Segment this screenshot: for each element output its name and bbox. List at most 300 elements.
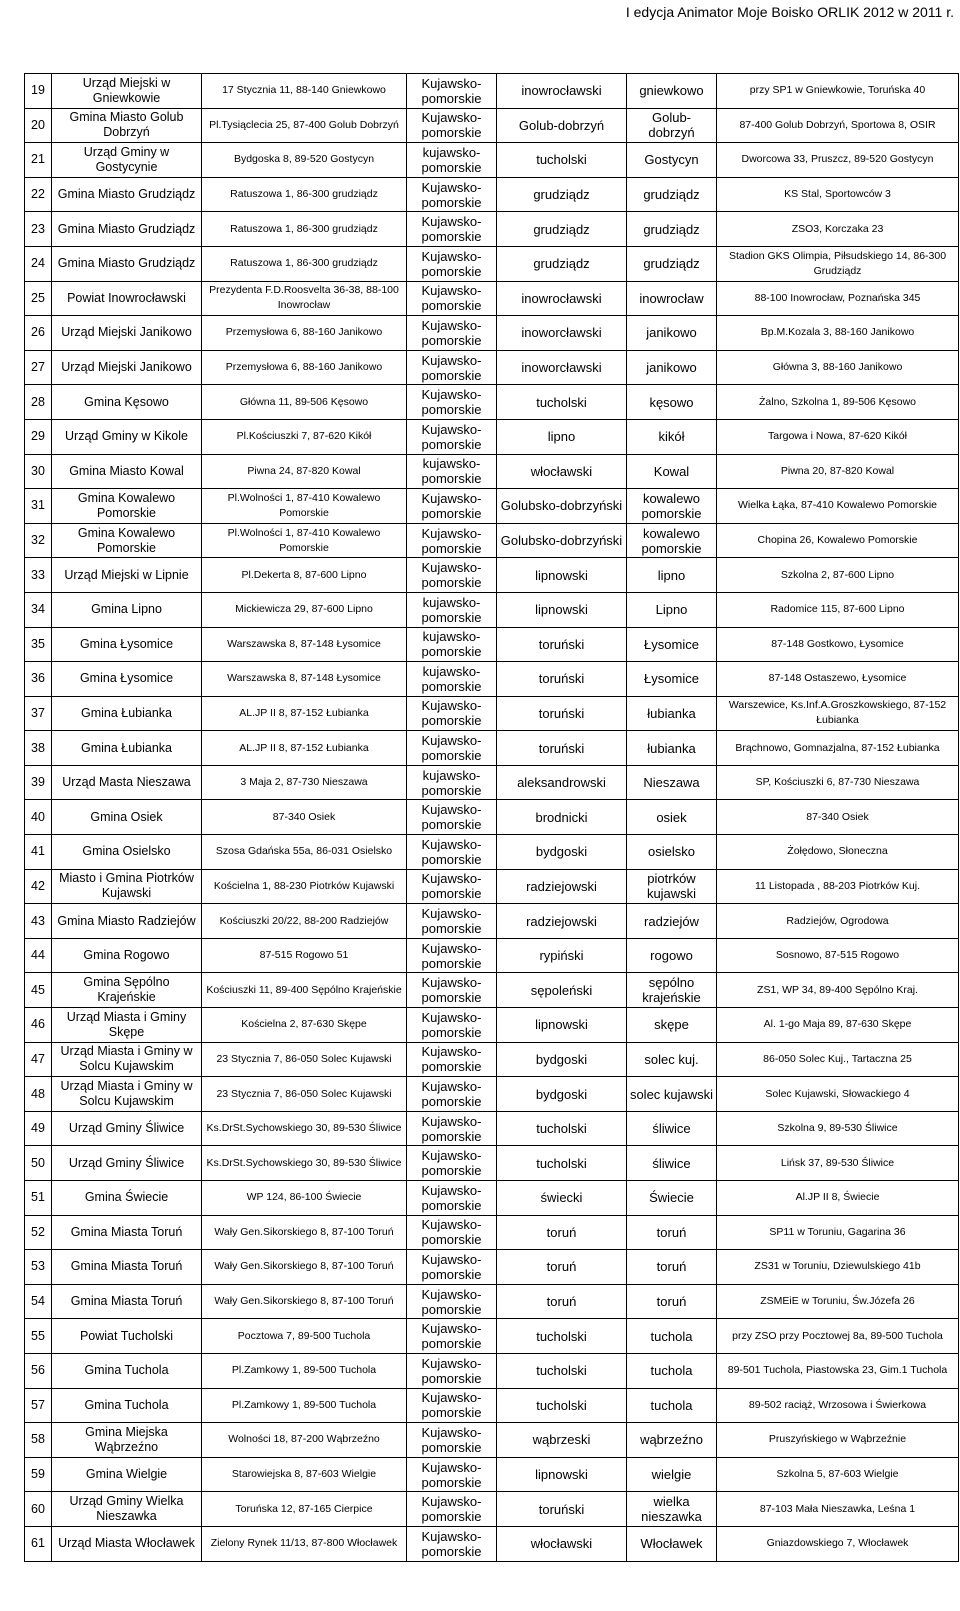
- commune-cell: solec kuj.: [627, 1042, 717, 1077]
- voivodeship-cell: Kujawsko-pomorskie: [407, 1423, 497, 1458]
- pitch-location-cell: ZSMEiE w Toruniu, Św.Józefa 26: [717, 1284, 959, 1319]
- pitch-location-cell: przy ZSO przy Pocztowej 8a, 89-500 Tuchola: [717, 1319, 959, 1354]
- page-header: I edycja Animator Moje Boisko ORLIK 2012 w 2011 r.: [625, 4, 954, 20]
- voivodeship-cell: kujawsko-pomorskie: [407, 592, 497, 627]
- pitch-location-cell: Lińsk 37, 89-530 Śliwice: [717, 1146, 959, 1181]
- pitch-location-cell: Dworcowa 33, Pruszcz, 89-520 Gostycyn: [717, 143, 959, 178]
- applicant-name-cell: Urząd Miasta i Gminy w Solcu Kujawskim: [52, 1042, 202, 1077]
- pitch-location-cell: Solec Kujawski, Słowackiego 4: [717, 1077, 959, 1112]
- pitch-location-cell: Sosnowo, 87-515 Rogowo: [717, 938, 959, 973]
- applicant-name-cell: Powiat Inowrocławski: [52, 281, 202, 316]
- table-row: [25, 835, 959, 870]
- applicant-name-cell: Gmina Miasto Grudziądz: [52, 177, 202, 212]
- commune-cell: tuchola: [627, 1353, 717, 1388]
- county-cell: lipnowski: [497, 558, 627, 593]
- pitch-location-cell: 11 Listopada , 88-203 Piotrków Kuj.: [717, 869, 959, 904]
- county-cell: tucholski: [497, 1146, 627, 1181]
- applicant-address-cell: Wały Gen.Sikorskiego 8, 87-100 Toruń: [202, 1215, 407, 1250]
- county-cell: rypiński: [497, 938, 627, 973]
- county-cell: bydgoski: [497, 1077, 627, 1112]
- commune-cell: Nieszawa: [627, 765, 717, 800]
- voivodeship-cell: Kujawsko-pomorskie: [407, 973, 497, 1008]
- pitch-location-cell: Pruszyńskiego w Wąbrzeźnie: [717, 1423, 959, 1458]
- table-row: [25, 1388, 959, 1423]
- applicant-address-cell: 23 Stycznia 7, 86-050 Solec Kujawski: [202, 1077, 407, 1112]
- row-number-cell: 39: [25, 765, 52, 800]
- voivodeship-cell: Kujawsko-pomorskie: [407, 800, 497, 835]
- row-number-cell: 46: [25, 1008, 52, 1043]
- pitch-location-cell: ZSO3, Korczaka 23: [717, 212, 959, 247]
- voivodeship-cell: Kujawsko-pomorskie: [407, 1353, 497, 1388]
- applicant-address-cell: Warszawska 8, 87-148 Łysomice: [202, 627, 407, 662]
- commune-cell: Lipno: [627, 592, 717, 627]
- voivodeship-cell: Kujawsko-pomorskie: [407, 1319, 497, 1354]
- row-number-cell: 40: [25, 800, 52, 835]
- voivodeship-cell: kujawsko-pomorskie: [407, 454, 497, 489]
- county-cell: aleksandrowski: [497, 765, 627, 800]
- commune-cell: Gostycyn: [627, 143, 717, 178]
- commune-cell: kęsowo: [627, 385, 717, 420]
- row-number-cell: 37: [25, 696, 52, 731]
- applicant-name-cell: Urząd Miejski Janikowo: [52, 350, 202, 385]
- voivodeship-cell: Kujawsko-pomorskie: [407, 316, 497, 351]
- row-number-cell: 35: [25, 627, 52, 662]
- table-row: [25, 385, 959, 420]
- county-cell: toruń: [497, 1284, 627, 1319]
- applicant-name-cell: Gmina Łubianka: [52, 731, 202, 766]
- voivodeship-cell: Kujawsko-pomorskie: [407, 246, 497, 281]
- county-cell: bydgoski: [497, 835, 627, 870]
- row-number-cell: 23: [25, 212, 52, 247]
- row-number-cell: 24: [25, 246, 52, 281]
- county-cell: grudziądz: [497, 212, 627, 247]
- table-row: [25, 281, 959, 316]
- voivodeship-cell: Kujawsko-pomorskie: [407, 696, 497, 731]
- applicant-name-cell: Gmina Wielgie: [52, 1457, 202, 1492]
- pitch-location-cell: Szkolna 2, 87-600 Lipno: [717, 558, 959, 593]
- applicant-name-cell: Urząd Miasta i Gminy Skępe: [52, 1008, 202, 1043]
- table-row: [25, 74, 959, 109]
- table-row: [25, 1146, 959, 1181]
- applicant-address-cell: 17 Stycznia 11, 88-140 Gniewkowo: [202, 74, 407, 109]
- voivodeship-cell: Kujawsko-pomorskie: [407, 835, 497, 870]
- commune-cell: wielka nieszawka: [627, 1492, 717, 1527]
- applicant-name-cell: Gmina Łubianka: [52, 696, 202, 731]
- applicant-address-cell: Wały Gen.Sikorskiego 8, 87-100 Toruń: [202, 1250, 407, 1285]
- row-number-cell: 26: [25, 316, 52, 351]
- facilities-table: [24, 73, 959, 1562]
- table-row: [25, 454, 959, 489]
- table-row: [25, 523, 959, 558]
- commune-cell: toruń: [627, 1215, 717, 1250]
- table-row: [25, 1042, 959, 1077]
- applicant-name-cell: Gmina Świecie: [52, 1181, 202, 1216]
- applicant-name-cell: Gmina Tuchola: [52, 1388, 202, 1423]
- county-cell: włocławski: [497, 454, 627, 489]
- applicant-name-cell: Gmina Kowalewo Pomorskie: [52, 523, 202, 558]
- applicant-address-cell: Pl.Wolności 1, 87-410 Kowalewo Pomorskie: [202, 523, 407, 558]
- table-row: [25, 316, 959, 351]
- row-number-cell: 56: [25, 1353, 52, 1388]
- county-cell: grudziądz: [497, 246, 627, 281]
- commune-cell: wąbrzeźno: [627, 1423, 717, 1458]
- row-number-cell: 44: [25, 938, 52, 973]
- pitch-location-cell: 87-148 Gostkowo, Łysomice: [717, 627, 959, 662]
- voivodeship-cell: Kujawsko-pomorskie: [407, 1181, 497, 1216]
- voivodeship-cell: Kujawsko-pomorskie: [407, 1146, 497, 1181]
- row-number-cell: 30: [25, 454, 52, 489]
- table-row: [25, 592, 959, 627]
- applicant-address-cell: Ratuszowa 1, 86-300 grudziądz: [202, 212, 407, 247]
- applicant-address-cell: 3 Maja 2, 87-730 Nieszawa: [202, 765, 407, 800]
- row-number-cell: 27: [25, 350, 52, 385]
- row-number-cell: 52: [25, 1215, 52, 1250]
- row-number-cell: 61: [25, 1526, 52, 1561]
- pitch-location-cell: 87-148 Ostaszewo, Łysomice: [717, 662, 959, 697]
- commune-cell: Golub-dobrzyń: [627, 108, 717, 143]
- pitch-location-cell: Warszewice, Ks.Inf.A.Groszkowskiego, 87-152 Łubianka: [717, 696, 959, 731]
- county-cell: brodnicki: [497, 800, 627, 835]
- applicant-address-cell: Wały Gen.Sikorskiego 8, 87-100 Toruń: [202, 1284, 407, 1319]
- applicant-address-cell: Starowiejska 8, 87-603 Wielgie: [202, 1457, 407, 1492]
- voivodeship-cell: kujawsko-pomorskie: [407, 765, 497, 800]
- commune-cell: łubianka: [627, 731, 717, 766]
- commune-cell: janikowo: [627, 316, 717, 351]
- row-number-cell: 41: [25, 835, 52, 870]
- commune-cell: Świecie: [627, 1181, 717, 1216]
- pitch-location-cell: 87-340 Osiek: [717, 800, 959, 835]
- applicant-name-cell: Urząd Gminy w Gostycynie: [52, 143, 202, 178]
- pitch-location-cell: Żalno, Szkolna 1, 89-506 Kęsowo: [717, 385, 959, 420]
- commune-cell: Włocławek: [627, 1526, 717, 1561]
- applicant-address-cell: Kościuszki 20/22, 88-200 Radziejów: [202, 904, 407, 939]
- voivodeship-cell: Kujawsko-pomorskie: [407, 281, 497, 316]
- applicant-name-cell: Gmina Osiek: [52, 800, 202, 835]
- applicant-name-cell: Urząd Gminy Wielka Nieszawka: [52, 1492, 202, 1527]
- applicant-address-cell: Pl.Dekerta 8, 87-600 Lipno: [202, 558, 407, 593]
- voivodeship-cell: Kujawsko-pomorskie: [407, 523, 497, 558]
- pitch-location-cell: Radomice 115, 87-600 Lipno: [717, 592, 959, 627]
- county-cell: Golub-dobrzyń: [497, 108, 627, 143]
- pitch-location-cell: Radziejów, Ogrodowa: [717, 904, 959, 939]
- applicant-address-cell: Prezydenta F.D.Roosvelta 36-38, 88-100 Inowrocław: [202, 281, 407, 316]
- commune-cell: toruń: [627, 1284, 717, 1319]
- applicant-name-cell: Urząd Miasta i Gminy w Solcu Kujawskim: [52, 1077, 202, 1112]
- voivodeship-cell: kujawsko-pomorskie: [407, 143, 497, 178]
- table-row: [25, 765, 959, 800]
- table-row: [25, 1215, 959, 1250]
- table-row: [25, 1319, 959, 1354]
- pitch-location-cell: Al. 1-go Maja 89, 87-630 Skępe: [717, 1008, 959, 1043]
- applicant-name-cell: Gmina Miasto Grudziądz: [52, 246, 202, 281]
- pitch-location-cell: Brąchnowo, Gomnazjalna, 87-152 Łubianka: [717, 731, 959, 766]
- commune-cell: kowalewo pomorskie: [627, 489, 717, 524]
- row-number-cell: 38: [25, 731, 52, 766]
- county-cell: toruń: [497, 1250, 627, 1285]
- table-row: [25, 1077, 959, 1112]
- applicant-name-cell: Urząd Gminy Śliwice: [52, 1146, 202, 1181]
- table-row: [25, 973, 959, 1008]
- applicant-address-cell: Warszawska 8, 87-148 Łysomice: [202, 662, 407, 697]
- table-row: [25, 1353, 959, 1388]
- table-row: [25, 1492, 959, 1527]
- commune-cell: lipno: [627, 558, 717, 593]
- county-cell: toruński: [497, 662, 627, 697]
- voivodeship-cell: Kujawsko-pomorskie: [407, 1526, 497, 1561]
- voivodeship-cell: Kujawsko-pomorskie: [407, 1008, 497, 1043]
- voivodeship-cell: kujawsko-pomorskie: [407, 627, 497, 662]
- table-row: [25, 1284, 959, 1319]
- table-row: [25, 1526, 959, 1561]
- commune-cell: Łysomice: [627, 662, 717, 697]
- pitch-location-cell: SP, Kościuszki 6, 87-730 Nieszawa: [717, 765, 959, 800]
- commune-cell: gniewkowo: [627, 74, 717, 109]
- applicant-address-cell: 87-340 Osiek: [202, 800, 407, 835]
- applicant-address-cell: Pl.Wolności 1, 87-410 Kowalewo Pomorskie: [202, 489, 407, 524]
- pitch-location-cell: Szkolna 9, 89-530 Śliwice: [717, 1111, 959, 1146]
- row-number-cell: 21: [25, 143, 52, 178]
- applicant-name-cell: Gmina Miejska Wąbrzeźno: [52, 1423, 202, 1458]
- row-number-cell: 31: [25, 489, 52, 524]
- row-number-cell: 58: [25, 1423, 52, 1458]
- county-cell: tucholski: [497, 385, 627, 420]
- commune-cell: śliwice: [627, 1111, 717, 1146]
- applicant-address-cell: Pl.Tysiąclecia 25, 87-400 Golub Dobrzyń: [202, 108, 407, 143]
- county-cell: tucholski: [497, 1319, 627, 1354]
- voivodeship-cell: Kujawsko-pomorskie: [407, 1111, 497, 1146]
- applicant-address-cell: WP 124, 86-100 Świecie: [202, 1181, 407, 1216]
- voivodeship-cell: Kujawsko-pomorskie: [407, 1457, 497, 1492]
- row-number-cell: 19: [25, 74, 52, 109]
- row-number-cell: 33: [25, 558, 52, 593]
- table-row: [25, 731, 959, 766]
- applicant-name-cell: Urząd Miejski w Gniewkowie: [52, 74, 202, 109]
- county-cell: radziejowski: [497, 869, 627, 904]
- pitch-location-cell: 88-100 Inowrocław, Poznańska 345: [717, 281, 959, 316]
- applicant-address-cell: Przemysłowa 6, 88-160 Janikowo: [202, 350, 407, 385]
- row-number-cell: 57: [25, 1388, 52, 1423]
- county-cell: włocławski: [497, 1526, 627, 1561]
- voivodeship-cell: Kujawsko-pomorskie: [407, 108, 497, 143]
- applicant-address-cell: Kościelna 1, 88-230 Piotrków Kujawski: [202, 869, 407, 904]
- row-number-cell: 28: [25, 385, 52, 420]
- applicant-address-cell: 23 Stycznia 7, 86-050 Solec Kujawski: [202, 1042, 407, 1077]
- county-cell: bydgoski: [497, 1042, 627, 1077]
- table-row: [25, 143, 959, 178]
- commune-cell: tuchola: [627, 1319, 717, 1354]
- applicant-address-cell: Ks.DrSt.Sychowskiego 30, 89-530 Śliwice: [202, 1146, 407, 1181]
- applicant-address-cell: Wolności 18, 87-200 Wąbrzeźno: [202, 1423, 407, 1458]
- row-number-cell: 47: [25, 1042, 52, 1077]
- row-number-cell: 22: [25, 177, 52, 212]
- table-row: [25, 212, 959, 247]
- pitch-location-cell: KS Stal, Sportowców 3: [717, 177, 959, 212]
- county-cell: inoworcławski: [497, 316, 627, 351]
- applicant-name-cell: Gmina Rogowo: [52, 938, 202, 973]
- commune-cell: radziejów: [627, 904, 717, 939]
- pitch-location-cell: ZS31 w Toruniu, Dziewulskiego 41b: [717, 1250, 959, 1285]
- county-cell: inowrocławski: [497, 74, 627, 109]
- county-cell: tucholski: [497, 1353, 627, 1388]
- commune-cell: Łysomice: [627, 627, 717, 662]
- county-cell: lipnowski: [497, 1008, 627, 1043]
- row-number-cell: 42: [25, 869, 52, 904]
- pitch-location-cell: Al.JP II 8, Świecie: [717, 1181, 959, 1216]
- commune-cell: osielsko: [627, 835, 717, 870]
- applicant-name-cell: Gmina Łysomice: [52, 627, 202, 662]
- applicant-name-cell: Gmina Miasto Grudziądz: [52, 212, 202, 247]
- pitch-location-cell: Piwna 20, 87-820 Kowal: [717, 454, 959, 489]
- voivodeship-cell: Kujawsko-pomorskie: [407, 385, 497, 420]
- county-cell: toruński: [497, 627, 627, 662]
- table-row: [25, 350, 959, 385]
- county-cell: inoworcławski: [497, 350, 627, 385]
- pitch-location-cell: SP11 w Toruniu, Gagarina 36: [717, 1215, 959, 1250]
- applicant-address-cell: AL.JP II 8, 87-152 Łubianka: [202, 731, 407, 766]
- county-cell: toruński: [497, 1492, 627, 1527]
- applicant-name-cell: Urząd Gminy w Kikole: [52, 419, 202, 454]
- table-row: [25, 558, 959, 593]
- voivodeship-cell: Kujawsko-pomorskie: [407, 869, 497, 904]
- row-number-cell: 51: [25, 1181, 52, 1216]
- commune-cell: grudziądz: [627, 212, 717, 247]
- commune-cell: grudziądz: [627, 246, 717, 281]
- county-cell: sępoleński: [497, 973, 627, 1008]
- row-number-cell: 53: [25, 1250, 52, 1285]
- voivodeship-cell: Kujawsko-pomorskie: [407, 1388, 497, 1423]
- row-number-cell: 50: [25, 1146, 52, 1181]
- pitch-location-cell: 87-103 Mała Nieszawka, Leśna 1: [717, 1492, 959, 1527]
- table-row: [25, 246, 959, 281]
- commune-cell: wielgie: [627, 1457, 717, 1492]
- applicant-address-cell: Ratuszowa 1, 86-300 grudziądz: [202, 177, 407, 212]
- applicant-name-cell: Gmina Miasto Radziejów: [52, 904, 202, 939]
- row-number-cell: 36: [25, 662, 52, 697]
- commune-cell: toruń: [627, 1250, 717, 1285]
- table-row: [25, 869, 959, 904]
- applicant-name-cell: Gmina Miasta Toruń: [52, 1250, 202, 1285]
- pitch-location-cell: Główna 3, 88-160 Janikowo: [717, 350, 959, 385]
- table-row: [25, 1250, 959, 1285]
- table-row: [25, 938, 959, 973]
- voivodeship-cell: Kujawsko-pomorskie: [407, 731, 497, 766]
- county-cell: lipno: [497, 419, 627, 454]
- applicant-address-cell: Szosa Gdańska 55a, 86-031 Osielsko: [202, 835, 407, 870]
- commune-cell: janikowo: [627, 350, 717, 385]
- table-row: [25, 1008, 959, 1043]
- applicant-name-cell: Urząd Miasta Włocławek: [52, 1526, 202, 1561]
- applicant-address-cell: Piwna 24, 87-820 Kowal: [202, 454, 407, 489]
- applicant-address-cell: Główna 11, 89-506 Kęsowo: [202, 385, 407, 420]
- applicant-name-cell: Gmina Osielsko: [52, 835, 202, 870]
- row-number-cell: 54: [25, 1284, 52, 1319]
- county-cell: inowrocławski: [497, 281, 627, 316]
- pitch-location-cell: Żołędowo, Słoneczna: [717, 835, 959, 870]
- row-number-cell: 45: [25, 973, 52, 1008]
- voivodeship-cell: Kujawsko-pomorskie: [407, 350, 497, 385]
- table-row: [25, 108, 959, 143]
- pitch-location-cell: Targowa i Nowa, 87-620 Kikół: [717, 419, 959, 454]
- applicant-address-cell: Zielony Rynek 11/13, 87-800 Włocławek: [202, 1526, 407, 1561]
- applicant-name-cell: Miasto i Gmina Piotrków Kujawski: [52, 869, 202, 904]
- commune-cell: śliwice: [627, 1146, 717, 1181]
- row-number-cell: 49: [25, 1111, 52, 1146]
- commune-cell: grudziądz: [627, 177, 717, 212]
- county-cell: Golubsko-dobrzyński: [497, 489, 627, 524]
- row-number-cell: 25: [25, 281, 52, 316]
- voivodeship-cell: Kujawsko-pomorskie: [407, 419, 497, 454]
- commune-cell: solec kujawski: [627, 1077, 717, 1112]
- voivodeship-cell: Kujawsko-pomorskie: [407, 1042, 497, 1077]
- county-cell: tucholski: [497, 1111, 627, 1146]
- commune-cell: kowalewo pomorskie: [627, 523, 717, 558]
- applicant-address-cell: Przemysłowa 6, 88-160 Janikowo: [202, 316, 407, 351]
- commune-cell: Kowal: [627, 454, 717, 489]
- table-row: [25, 662, 959, 697]
- applicant-name-cell: Urząd Miejski Janikowo: [52, 316, 202, 351]
- pitch-location-cell: Szkolna 5, 87-603 Wielgie: [717, 1457, 959, 1492]
- applicant-address-cell: AL.JP II 8, 87-152 Łubianka: [202, 696, 407, 731]
- commune-cell: kikół: [627, 419, 717, 454]
- applicant-name-cell: Gmina Miasto Golub Dobrzyń: [52, 108, 202, 143]
- commune-cell: tuchola: [627, 1388, 717, 1423]
- applicant-name-cell: Urząd Miejski w Lipnie: [52, 558, 202, 593]
- table-row: [25, 800, 959, 835]
- applicant-address-cell: Ratuszowa 1, 86-300 grudziądz: [202, 246, 407, 281]
- county-cell: toruński: [497, 731, 627, 766]
- pitch-location-cell: 87-400 Golub Dobrzyń, Sportowa 8, OSIR: [717, 108, 959, 143]
- voivodeship-cell: Kujawsko-pomorskie: [407, 489, 497, 524]
- row-number-cell: 48: [25, 1077, 52, 1112]
- pitch-location-cell: Stadion GKS Olimpia, Piłsudskiego 14, 86-300 Grudziądz: [717, 246, 959, 281]
- voivodeship-cell: Kujawsko-pomorskie: [407, 558, 497, 593]
- applicant-address-cell: Pl.Zamkowy 1, 89-500 Tuchola: [202, 1388, 407, 1423]
- voivodeship-cell: Kujawsko-pomorskie: [407, 938, 497, 973]
- row-number-cell: 60: [25, 1492, 52, 1527]
- applicant-name-cell: Gmina Miasta Toruń: [52, 1284, 202, 1319]
- pitch-location-cell: Wielka Łąka, 87-410 Kowalewo Pomorskie: [717, 489, 959, 524]
- voivodeship-cell: Kujawsko-pomorskie: [407, 177, 497, 212]
- applicant-address-cell: Ks.DrSt.Sychowskiego 30, 89-530 Śliwice: [202, 1111, 407, 1146]
- row-number-cell: 20: [25, 108, 52, 143]
- applicant-address-cell: 87-515 Rogowo 51: [202, 938, 407, 973]
- applicant-address-cell: Kościelna 2, 87-630 Skępe: [202, 1008, 407, 1043]
- applicant-name-cell: Gmina Miasto Kowal: [52, 454, 202, 489]
- applicant-name-cell: Gmina Tuchola: [52, 1353, 202, 1388]
- county-cell: lipnowski: [497, 1457, 627, 1492]
- applicant-address-cell: Bydgoska 8, 89-520 Gostycyn: [202, 143, 407, 178]
- applicant-address-cell: Pl.Kościuszki 7, 87-620 Kikół: [202, 419, 407, 454]
- table-row: [25, 904, 959, 939]
- county-cell: toruński: [497, 696, 627, 731]
- table-row: [25, 419, 959, 454]
- applicant-name-cell: Gmina Kęsowo: [52, 385, 202, 420]
- commune-cell: łubianka: [627, 696, 717, 731]
- voivodeship-cell: Kujawsko-pomorskie: [407, 74, 497, 109]
- row-number-cell: 55: [25, 1319, 52, 1354]
- pitch-location-cell: 89-501 Tuchola, Piastowska 23, Gim.1 Tuchola: [717, 1353, 959, 1388]
- county-cell: tucholski: [497, 143, 627, 178]
- county-cell: tucholski: [497, 1388, 627, 1423]
- applicant-name-cell: Gmina Sępólno Krajeńskie: [52, 973, 202, 1008]
- commune-cell: inowrocław: [627, 281, 717, 316]
- county-cell: toruń: [497, 1215, 627, 1250]
- applicant-address-cell: Mickiewicza 29, 87-600 Lipno: [202, 592, 407, 627]
- pitch-location-cell: Gniazdowskiego 7, Włocławek: [717, 1526, 959, 1561]
- applicant-name-cell: Gmina Łysomice: [52, 662, 202, 697]
- voivodeship-cell: Kujawsko-pomorskie: [407, 1215, 497, 1250]
- commune-cell: sępólno krajeńskie: [627, 973, 717, 1008]
